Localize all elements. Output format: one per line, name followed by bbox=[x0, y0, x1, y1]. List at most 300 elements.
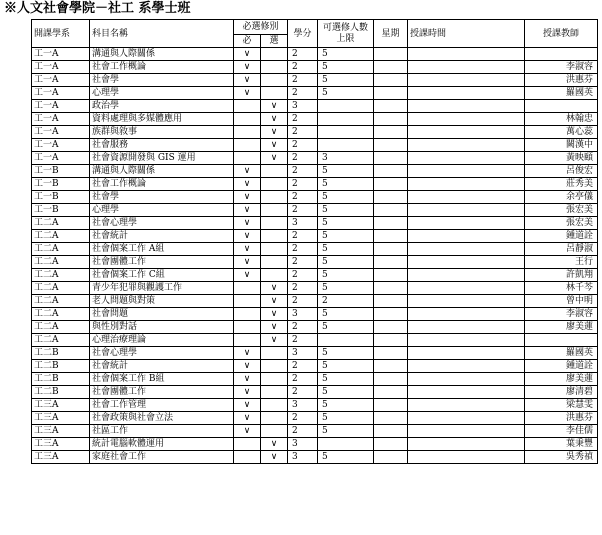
cell-course: 社會工作概論 bbox=[90, 61, 234, 74]
cell-course: 社會個案工作 A組 bbox=[90, 243, 234, 256]
cell-time bbox=[408, 295, 525, 308]
cell-elective: ∨ bbox=[261, 334, 288, 347]
cell-required: ∨ bbox=[234, 230, 261, 243]
cell-elective: ∨ bbox=[261, 113, 288, 126]
cell-capacity: 5 bbox=[318, 373, 374, 386]
cell-capacity: 5 bbox=[318, 87, 374, 100]
page-title: ※人文社會學院－社工 系學士班 bbox=[4, 1, 191, 16]
cell-course: 心理學 bbox=[90, 204, 234, 217]
cell-class: 工一A bbox=[32, 74, 90, 87]
cell-class: 工三A bbox=[32, 425, 90, 438]
table-row bbox=[32, 295, 598, 308]
cell-teacher: 廖清碧 bbox=[525, 386, 598, 399]
cell-elective bbox=[261, 399, 288, 412]
cell-course: 青少年犯罪與觀護工作 bbox=[90, 282, 234, 295]
cell-class: 工二A bbox=[32, 256, 90, 269]
cell-time bbox=[408, 438, 525, 451]
cell-teacher: 黃映頤 bbox=[525, 152, 598, 165]
cell-required: ∨ bbox=[234, 217, 261, 230]
cell-weekday bbox=[374, 282, 408, 295]
cell-capacity bbox=[318, 334, 374, 347]
cell-elective: ∨ bbox=[261, 451, 288, 464]
cell-teacher: 李佳儒 bbox=[525, 425, 598, 438]
cell-credits: 2 bbox=[288, 321, 318, 334]
cell-class: 工二B bbox=[32, 386, 90, 399]
cell-time bbox=[408, 425, 525, 438]
cell-teacher: 余亭儀 bbox=[525, 191, 598, 204]
cell-capacity: 5 bbox=[318, 61, 374, 74]
cell-class: 工一B bbox=[32, 178, 90, 191]
cell-class: 工三A bbox=[32, 451, 90, 464]
cell-time bbox=[408, 217, 525, 230]
cell-course: 社會服務 bbox=[90, 139, 234, 152]
cell-capacity bbox=[318, 100, 374, 113]
cell-teacher: 呂靜淑 bbox=[525, 243, 598, 256]
cell-credits: 2 bbox=[288, 48, 318, 61]
cell-required: ∨ bbox=[234, 399, 261, 412]
cell-credits: 2 bbox=[288, 204, 318, 217]
cell-weekday bbox=[374, 256, 408, 269]
table-row bbox=[32, 438, 598, 451]
cell-credits: 3 bbox=[288, 217, 318, 230]
cell-time bbox=[408, 48, 525, 61]
cell-teacher: 林翰忠 bbox=[525, 113, 598, 126]
cell-credits: 3 bbox=[288, 451, 318, 464]
cell-required bbox=[234, 139, 261, 152]
cell-teacher: 羅國英 bbox=[525, 87, 598, 100]
cell-capacity: 5 bbox=[318, 256, 374, 269]
cell-credits: 2 bbox=[288, 295, 318, 308]
cell-elective bbox=[261, 178, 288, 191]
cell-required: ∨ bbox=[234, 191, 261, 204]
cell-class: 工一B bbox=[32, 165, 90, 178]
cell-time bbox=[408, 399, 525, 412]
cell-time bbox=[408, 87, 525, 100]
cell-elective bbox=[261, 217, 288, 230]
table-row bbox=[32, 360, 598, 373]
cell-course: 老人問題與對策 bbox=[90, 295, 234, 308]
cell-capacity: 5 bbox=[318, 360, 374, 373]
cell-required: ∨ bbox=[234, 373, 261, 386]
table-row bbox=[32, 399, 598, 412]
cell-class: 工二A bbox=[32, 269, 90, 282]
cell-credits: 2 bbox=[288, 282, 318, 295]
cell-time bbox=[408, 334, 525, 347]
header-teacher: 授課教師 bbox=[525, 20, 598, 48]
cell-time bbox=[408, 256, 525, 269]
cell-weekday bbox=[374, 230, 408, 243]
cell-capacity: 2 bbox=[318, 295, 374, 308]
cell-class: 工一A bbox=[32, 152, 90, 165]
cell-required: ∨ bbox=[234, 74, 261, 87]
cell-course: 社會統計 bbox=[90, 360, 234, 373]
cell-elective: ∨ bbox=[261, 308, 288, 321]
cell-required bbox=[234, 152, 261, 165]
cell-required: ∨ bbox=[234, 87, 261, 100]
cell-teacher: 闕漢中 bbox=[525, 139, 598, 152]
cell-time bbox=[408, 61, 525, 74]
cell-course: 社會政策與社會立法 bbox=[90, 412, 234, 425]
cell-weekday bbox=[374, 139, 408, 152]
cell-course: 政治學 bbox=[90, 100, 234, 113]
cell-weekday bbox=[374, 217, 408, 230]
cell-weekday bbox=[374, 295, 408, 308]
cell-course: 社會學 bbox=[90, 191, 234, 204]
cell-capacity: 5 bbox=[318, 269, 374, 282]
cell-capacity bbox=[318, 113, 374, 126]
cell-class: 工三A bbox=[32, 399, 90, 412]
cell-required bbox=[234, 100, 261, 113]
cell-time bbox=[408, 165, 525, 178]
cell-elective bbox=[261, 165, 288, 178]
cell-credits: 2 bbox=[288, 126, 318, 139]
cell-course: 社會學 bbox=[90, 74, 234, 87]
cell-weekday bbox=[374, 373, 408, 386]
cell-weekday bbox=[374, 191, 408, 204]
header-credits: 學分 bbox=[288, 20, 318, 48]
cell-credits: 2 bbox=[288, 412, 318, 425]
table-row bbox=[32, 451, 598, 464]
cell-course: 社會團體工作 bbox=[90, 256, 234, 269]
cell-weekday bbox=[374, 48, 408, 61]
cell-time bbox=[408, 308, 525, 321]
cell-class: 工二A bbox=[32, 217, 90, 230]
table-row bbox=[32, 321, 598, 334]
table-row bbox=[32, 74, 598, 87]
cell-capacity: 5 bbox=[318, 451, 374, 464]
table-row bbox=[32, 152, 598, 165]
cell-elective: ∨ bbox=[261, 438, 288, 451]
cell-class: 工三A bbox=[32, 438, 90, 451]
table-row bbox=[32, 126, 598, 139]
cell-capacity: 5 bbox=[318, 386, 374, 399]
cell-elective bbox=[261, 61, 288, 74]
header-course: 科目名稱 bbox=[90, 20, 234, 48]
cell-teacher: 梁慧雯 bbox=[525, 399, 598, 412]
cell-teacher: 曾中明 bbox=[525, 295, 598, 308]
cell-elective: ∨ bbox=[261, 100, 288, 113]
table-row bbox=[32, 178, 598, 191]
cell-capacity bbox=[318, 438, 374, 451]
cell-elective bbox=[261, 269, 288, 282]
cell-capacity: 5 bbox=[318, 48, 374, 61]
table-row bbox=[32, 113, 598, 126]
table-row bbox=[32, 139, 598, 152]
cell-course: 社區工作 bbox=[90, 425, 234, 438]
cell-weekday bbox=[374, 61, 408, 74]
cell-credits: 2 bbox=[288, 386, 318, 399]
cell-capacity: 5 bbox=[318, 347, 374, 360]
cell-weekday bbox=[374, 321, 408, 334]
cell-teacher: 洪惠芬 bbox=[525, 74, 598, 87]
cell-elective bbox=[261, 191, 288, 204]
cell-elective bbox=[261, 347, 288, 360]
table-row bbox=[32, 61, 598, 74]
cell-course: 社會心理學 bbox=[90, 217, 234, 230]
table-row bbox=[32, 282, 598, 295]
cell-elective: ∨ bbox=[261, 295, 288, 308]
cell-weekday bbox=[374, 165, 408, 178]
cell-teacher: 莊秀美 bbox=[525, 178, 598, 191]
cell-required: ∨ bbox=[234, 269, 261, 282]
cell-credits: 2 bbox=[288, 373, 318, 386]
cell-weekday bbox=[374, 386, 408, 399]
cell-teacher: 吳秀禎 bbox=[525, 451, 598, 464]
cell-class: 工二A bbox=[32, 295, 90, 308]
cell-required bbox=[234, 113, 261, 126]
cell-class: 工一A bbox=[32, 87, 90, 100]
cell-elective: ∨ bbox=[261, 282, 288, 295]
cell-credits: 2 bbox=[288, 165, 318, 178]
cell-weekday bbox=[374, 126, 408, 139]
cell-weekday bbox=[374, 74, 408, 87]
cell-course: 社會個案工作 B組 bbox=[90, 373, 234, 386]
cell-class: 工一A bbox=[32, 48, 90, 61]
table-row bbox=[32, 308, 598, 321]
course-table bbox=[31, 19, 598, 464]
cell-teacher: 鍾道詮 bbox=[525, 230, 598, 243]
cell-time bbox=[408, 386, 525, 399]
cell-weekday bbox=[374, 451, 408, 464]
cell-weekday bbox=[374, 100, 408, 113]
cell-weekday bbox=[374, 152, 408, 165]
cell-time bbox=[408, 412, 525, 425]
course-table-body bbox=[32, 48, 598, 464]
cell-credits: 2 bbox=[288, 178, 318, 191]
cell-teacher: 張宏美 bbox=[525, 204, 598, 217]
cell-required: ∨ bbox=[234, 425, 261, 438]
cell-elective: ∨ bbox=[261, 321, 288, 334]
table-row bbox=[32, 87, 598, 100]
table-row bbox=[32, 412, 598, 425]
cell-required bbox=[234, 126, 261, 139]
header-required: 必 bbox=[234, 35, 261, 48]
cell-class: 工二A bbox=[32, 282, 90, 295]
cell-class: 工一A bbox=[32, 139, 90, 152]
cell-weekday bbox=[374, 243, 408, 256]
cell-teacher: 呂俊宏 bbox=[525, 165, 598, 178]
cell-class: 工二A bbox=[32, 321, 90, 334]
cell-teacher: 洪惠芬 bbox=[525, 412, 598, 425]
cell-credits: 3 bbox=[288, 347, 318, 360]
cell-elective bbox=[261, 204, 288, 217]
cell-credits: 2 bbox=[288, 152, 318, 165]
cell-teacher: 廖美蓮 bbox=[525, 373, 598, 386]
cell-course: 社會統計 bbox=[90, 230, 234, 243]
cell-course: 社會問題 bbox=[90, 308, 234, 321]
cell-required bbox=[234, 295, 261, 308]
cell-course: 溝通與人際關係 bbox=[90, 165, 234, 178]
cell-course: 心理學 bbox=[90, 87, 234, 100]
cell-time bbox=[408, 74, 525, 87]
cell-teacher bbox=[525, 48, 598, 61]
cell-required: ∨ bbox=[234, 256, 261, 269]
cell-credits: 2 bbox=[288, 425, 318, 438]
cell-class: 工一A bbox=[32, 113, 90, 126]
cell-course: 社會團體工作 bbox=[90, 386, 234, 399]
table-row bbox=[32, 256, 598, 269]
cell-credits: 2 bbox=[288, 191, 318, 204]
cell-teacher: 張宏美 bbox=[525, 217, 598, 230]
cell-required: ∨ bbox=[234, 243, 261, 256]
header-weekday: 星期 bbox=[374, 20, 408, 48]
cell-class: 工二A bbox=[32, 243, 90, 256]
cell-course: 資料處理與多媒體應用 bbox=[90, 113, 234, 126]
cell-capacity: 5 bbox=[318, 412, 374, 425]
cell-time bbox=[408, 178, 525, 191]
cell-elective: ∨ bbox=[261, 139, 288, 152]
cell-weekday bbox=[374, 204, 408, 217]
cell-weekday bbox=[374, 178, 408, 191]
cell-class: 工二B bbox=[32, 360, 90, 373]
cell-class: 工一B bbox=[32, 204, 90, 217]
cell-capacity bbox=[318, 139, 374, 152]
cell-time bbox=[408, 113, 525, 126]
table-row bbox=[32, 347, 598, 360]
cell-elective bbox=[261, 48, 288, 61]
cell-weekday bbox=[374, 412, 408, 425]
cell-required: ∨ bbox=[234, 178, 261, 191]
cell-capacity: 5 bbox=[318, 191, 374, 204]
cell-time bbox=[408, 100, 525, 113]
cell-course: 與性別對話 bbox=[90, 321, 234, 334]
cell-time bbox=[408, 152, 525, 165]
cell-capacity: 5 bbox=[318, 204, 374, 217]
cell-capacity: 5 bbox=[318, 282, 374, 295]
cell-class: 工一A bbox=[32, 126, 90, 139]
cell-teacher: 林千芩 bbox=[525, 282, 598, 295]
cell-required bbox=[234, 321, 261, 334]
cell-teacher bbox=[525, 100, 598, 113]
cell-required bbox=[234, 334, 261, 347]
cell-weekday bbox=[374, 425, 408, 438]
cell-time bbox=[408, 243, 525, 256]
cell-credits: 2 bbox=[288, 74, 318, 87]
cell-course: 統計電腦軟體運用 bbox=[90, 438, 234, 451]
cell-weekday bbox=[374, 399, 408, 412]
cell-course: 社會資源開發與 GIS 運用 bbox=[90, 152, 234, 165]
cell-credits: 2 bbox=[288, 243, 318, 256]
cell-capacity: 5 bbox=[318, 178, 374, 191]
cell-class: 工二A bbox=[32, 334, 90, 347]
cell-credits: 2 bbox=[288, 139, 318, 152]
cell-time bbox=[408, 321, 525, 334]
cell-required bbox=[234, 438, 261, 451]
cell-elective bbox=[261, 230, 288, 243]
header-capacity: 可選修人數上限 bbox=[318, 20, 374, 48]
cell-credits: 2 bbox=[288, 256, 318, 269]
cell-required: ∨ bbox=[234, 347, 261, 360]
cell-weekday bbox=[374, 347, 408, 360]
header-type-group: 必選修別 bbox=[234, 20, 288, 35]
cell-weekday bbox=[374, 438, 408, 451]
cell-time bbox=[408, 347, 525, 360]
header-class: 開課學系 bbox=[32, 20, 90, 48]
cell-time bbox=[408, 451, 525, 464]
cell-class: 工二B bbox=[32, 373, 90, 386]
cell-elective bbox=[261, 386, 288, 399]
cell-elective bbox=[261, 360, 288, 373]
cell-teacher: 王行 bbox=[525, 256, 598, 269]
cell-credits: 2 bbox=[288, 360, 318, 373]
cell-time bbox=[408, 282, 525, 295]
cell-time bbox=[408, 126, 525, 139]
cell-capacity: 5 bbox=[318, 230, 374, 243]
cell-teacher: 廖美蓮 bbox=[525, 321, 598, 334]
cell-required: ∨ bbox=[234, 412, 261, 425]
table-row bbox=[32, 269, 598, 282]
cell-course: 社會工作管理 bbox=[90, 399, 234, 412]
cell-course: 族群與敘事 bbox=[90, 126, 234, 139]
cell-credits: 3 bbox=[288, 399, 318, 412]
cell-credits: 2 bbox=[288, 230, 318, 243]
cell-capacity: 5 bbox=[318, 165, 374, 178]
cell-credits: 2 bbox=[288, 61, 318, 74]
table-row bbox=[32, 217, 598, 230]
cell-class: 工三A bbox=[32, 412, 90, 425]
cell-credits: 2 bbox=[288, 334, 318, 347]
cell-required: ∨ bbox=[234, 360, 261, 373]
cell-class: 工一A bbox=[32, 61, 90, 74]
cell-teacher: 萬心蕊 bbox=[525, 126, 598, 139]
cell-class: 工二B bbox=[32, 347, 90, 360]
cell-elective bbox=[261, 425, 288, 438]
cell-teacher: 葉秉豐 bbox=[525, 438, 598, 451]
header-elective: 選 bbox=[261, 35, 288, 48]
cell-required bbox=[234, 308, 261, 321]
table-row bbox=[32, 165, 598, 178]
cell-class: 工二A bbox=[32, 308, 90, 321]
table-row bbox=[32, 373, 598, 386]
cell-capacity: 5 bbox=[318, 308, 374, 321]
cell-elective bbox=[261, 256, 288, 269]
cell-elective bbox=[261, 243, 288, 256]
cell-credits: 2 bbox=[288, 87, 318, 100]
table-row bbox=[32, 100, 598, 113]
table-row bbox=[32, 386, 598, 399]
cell-teacher: 李淑容 bbox=[525, 308, 598, 321]
cell-weekday bbox=[374, 113, 408, 126]
cell-course: 家庭社會工作 bbox=[90, 451, 234, 464]
cell-weekday bbox=[374, 334, 408, 347]
cell-required: ∨ bbox=[234, 386, 261, 399]
cell-time bbox=[408, 360, 525, 373]
cell-time bbox=[408, 230, 525, 243]
cell-weekday bbox=[374, 308, 408, 321]
cell-course: 社會個案工作 C組 bbox=[90, 269, 234, 282]
cell-required: ∨ bbox=[234, 61, 261, 74]
cell-course: 社會心理學 bbox=[90, 347, 234, 360]
cell-time bbox=[408, 139, 525, 152]
cell-teacher: 許凱翔 bbox=[525, 269, 598, 282]
table-row bbox=[32, 230, 598, 243]
cell-course: 心理治療理論 bbox=[90, 334, 234, 347]
cell-credits: 3 bbox=[288, 100, 318, 113]
cell-time bbox=[408, 269, 525, 282]
header-time: 授課時間 bbox=[408, 20, 525, 48]
cell-weekday bbox=[374, 87, 408, 100]
cell-elective bbox=[261, 373, 288, 386]
cell-credits: 3 bbox=[288, 438, 318, 451]
table-row bbox=[32, 204, 598, 217]
cell-weekday bbox=[374, 360, 408, 373]
table-row bbox=[32, 191, 598, 204]
cell-capacity: 5 bbox=[318, 321, 374, 334]
table-row bbox=[32, 425, 598, 438]
cell-teacher: 羅國英 bbox=[525, 347, 598, 360]
cell-teacher: 李淑容 bbox=[525, 61, 598, 74]
cell-class: 工一B bbox=[32, 191, 90, 204]
